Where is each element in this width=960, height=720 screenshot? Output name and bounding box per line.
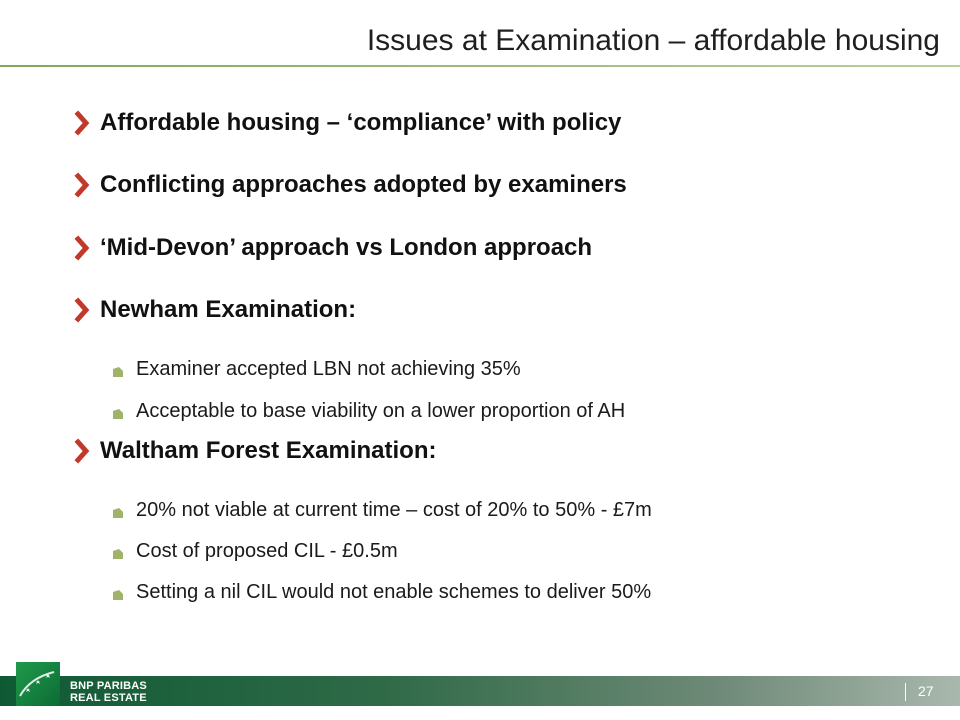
brand-line-2: REAL ESTATE bbox=[70, 692, 147, 704]
bullet-mid-devon bbox=[72, 233, 592, 263]
bullet-affordable-housing bbox=[72, 108, 621, 138]
bullet-text: Conflicting approaches adopted by examiners bbox=[100, 171, 627, 198]
brand-line-1: BNP PARIBAS bbox=[70, 680, 147, 692]
slide-title: Issues at Examination – affordable housing bbox=[366, 24, 940, 57]
sub-bullet-text: Acceptable to base viability on a lower proportion of AH bbox=[136, 399, 626, 422]
bullet-text: Waltham Forest Examination: bbox=[100, 437, 437, 464]
sub-bullet bbox=[112, 398, 625, 424]
chevron-right-icon bbox=[72, 297, 100, 323]
chevron-right-icon bbox=[72, 110, 100, 136]
chevron-right-icon bbox=[72, 172, 100, 198]
bullet-text: Newham Examination: bbox=[100, 296, 357, 323]
sub-bullet-text: 20% not viable at current time – cost of 20% to 50% - £7m bbox=[136, 498, 652, 521]
stars-logo-icon bbox=[16, 662, 60, 706]
sub-bullet bbox=[112, 538, 398, 564]
sub-bullet-text: Examiner accepted LBN not achieving 35% bbox=[136, 357, 521, 380]
sub-bullet bbox=[112, 579, 651, 605]
page-number: 27 bbox=[918, 683, 934, 699]
bullet-waltham-forest bbox=[72, 436, 437, 466]
bullet-newham bbox=[72, 295, 356, 325]
sub-bullet-icon bbox=[112, 548, 124, 560]
sub-bullet bbox=[112, 497, 652, 523]
sub-bullet bbox=[112, 356, 521, 382]
page-number-divider bbox=[905, 683, 906, 701]
sub-bullet-icon bbox=[112, 408, 124, 420]
chevron-right-icon bbox=[72, 438, 100, 464]
sub-bullet-icon bbox=[112, 589, 124, 601]
bullet-conflicting-approaches bbox=[72, 170, 627, 200]
chevron-right-icon bbox=[72, 235, 100, 261]
bullet-text: ‘Mid-Devon’ approach vs London approach bbox=[100, 234, 593, 261]
bullet-text: Affordable housing – ‘compliance’ with policy bbox=[100, 109, 622, 136]
sub-bullet-text: Setting a nil CIL would not enable schemes to deliver 50% bbox=[136, 580, 652, 603]
sub-bullet-icon bbox=[112, 366, 124, 378]
sub-bullet-text: Cost of proposed CIL - £0.5m bbox=[136, 539, 398, 562]
sub-bullet-icon bbox=[112, 507, 124, 519]
brand-wordmark bbox=[70, 680, 147, 704]
